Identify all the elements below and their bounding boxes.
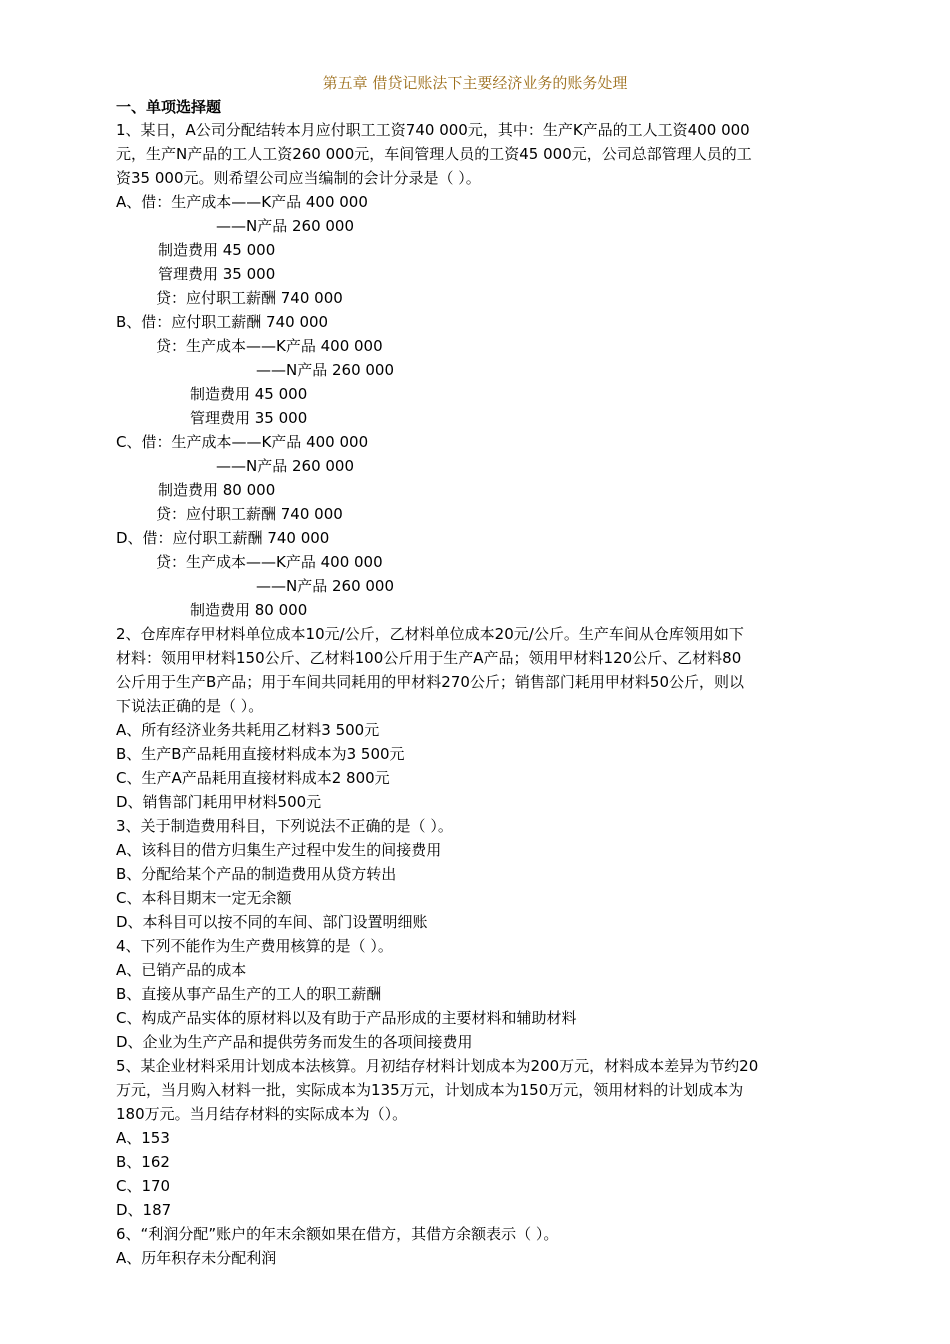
question-stem-line: 资35 000元。则希望公司应当编制的会计分录是（ ）。 [116, 169, 481, 187]
option-d: D、187 [116, 1201, 172, 1219]
option-d-line: 制造费用 80 000 [190, 601, 308, 619]
option-c: C、生产A产品耗用直接材料成本2 800元 [116, 769, 390, 787]
question-stem-line: 材料：领用甲材料150公斤、乙材料100公斤用于生产A产品；领用甲材料120公斤、乙材料80 [116, 649, 742, 667]
option-c: C、170 [116, 1177, 171, 1195]
chapter-title: 第五章 借贷记账法下主要经济业务的账务处理 [322, 74, 628, 92]
question-3 [116, 814, 841, 934]
option-a-line: 管理费用 35 000 [158, 265, 276, 283]
option-b-line: 贷：生产成本——K产品 400 000 [156, 337, 383, 355]
option-a: A、历年积存未分配利润 [116, 1249, 277, 1267]
question-stem: 6、“利润分配”账户的年末余额如果在借方，其借方余额表示（ ）。 [116, 1225, 559, 1243]
question-4 [116, 934, 841, 1054]
question-stem-line: 公斤用于生产B产品；用于车间共同耗用的甲材料270公斤；销售部门耗用甲材料50公斤，则以 [116, 673, 745, 691]
option-c-line: 制造费用 80 000 [158, 481, 276, 499]
question-stem-line: 下说法正确的是（ ）。 [116, 697, 264, 715]
option-c: C、本科目期末一定无余额 [116, 889, 292, 907]
option-a-line: 制造费用 45 000 [158, 241, 276, 259]
option-a: A、该科目的借方归集生产过程中发生的间接费用 [116, 841, 442, 859]
option-b-line: ——N产品 260 000 [256, 361, 395, 379]
question-stem-line: 元，生产N产品的工人工资260 000元，车间管理人员的工资45 000元，公司总部管理人员的工 [116, 145, 752, 163]
option-b: B、直接从事产品生产的工人的职工薪酬 [116, 985, 382, 1003]
option-b: B、162 [116, 1153, 170, 1171]
option-a-line: ——N产品 260 000 [216, 217, 355, 235]
option-a-line: 贷：应付职工薪酬 740 000 [156, 289, 343, 307]
option-b-line: 管理费用 35 000 [190, 409, 308, 427]
question-stem: 3、关于制造费用科目，下列说法不正确的是（ ）。 [116, 817, 453, 835]
option-a: A、153 [116, 1129, 170, 1147]
question-6 [116, 1222, 841, 1270]
option-a: A、已销产品的成本 [116, 961, 247, 979]
question-stem: 4、下列不能作为生产费用核算的是（ ）。 [116, 937, 393, 955]
option-a: A、所有经济业务共耗用乙材料3 500元 [116, 721, 380, 739]
option-d: D、销售部门耗用甲材料500元 [116, 793, 322, 811]
question-stem-line: 万元，当月购入材料一批，实际成本为135万元，计划成本为150万元，领用材料的计划成本为 [116, 1081, 744, 1099]
option-b: B、分配给某个产品的制造费用从贷方转出 [116, 865, 397, 883]
option-b-line: 制造费用 45 000 [190, 385, 308, 403]
question-5 [116, 1054, 841, 1222]
question-stem-line: 2、仓库库存甲材料单位成本10元/公斤，乙材料单位成本20元/公斤。生产车间从仓库领用如下 [116, 625, 744, 643]
option-d-line: 贷：生产成本——K产品 400 000 [156, 553, 383, 571]
option-d: D、本科目可以按不同的车间、部门设置明细账 [116, 913, 428, 931]
question-1 [116, 118, 841, 622]
question-stem-line: 180万元。当月结存材料的实际成本为（）。 [116, 1105, 408, 1123]
option-c-line: ——N产品 260 000 [216, 457, 355, 475]
option-b: B、生产B产品耗用直接材料成本为3 500元 [116, 745, 405, 763]
question-2 [116, 622, 841, 814]
question-stem-line: 5、某企业材料采用计划成本法核算。月初结存材料计划成本为200万元，材料成本差异为节约20 [116, 1057, 759, 1075]
option-a-line: A、借：生产成本——K产品 400 000 [116, 193, 368, 211]
option-c: C、构成产品实体的原材料以及有助于产品形成的主要材料和辅助材料 [116, 1009, 577, 1027]
section-heading: 一、单项选择题 [116, 98, 222, 116]
option-d-line: ——N产品 260 000 [256, 577, 395, 595]
option-c-line: 贷：应付职工薪酬 740 000 [156, 505, 343, 523]
option-d: D、企业为生产产品和提供劳务而发生的各项间接费用 [116, 1033, 473, 1051]
question-stem-line: 1、某日，A公司分配结转本月应付职工工资740 000元，其中：生产K产品的工人工资400 000 [116, 121, 750, 139]
option-c-line: C、借：生产成本——K产品 400 000 [116, 433, 369, 451]
option-d-line: D、借：应付职工薪酬 740 000 [116, 529, 330, 547]
option-b-line: B、借：应付职工薪酬 740 000 [116, 313, 329, 331]
question-list [116, 118, 841, 1270]
